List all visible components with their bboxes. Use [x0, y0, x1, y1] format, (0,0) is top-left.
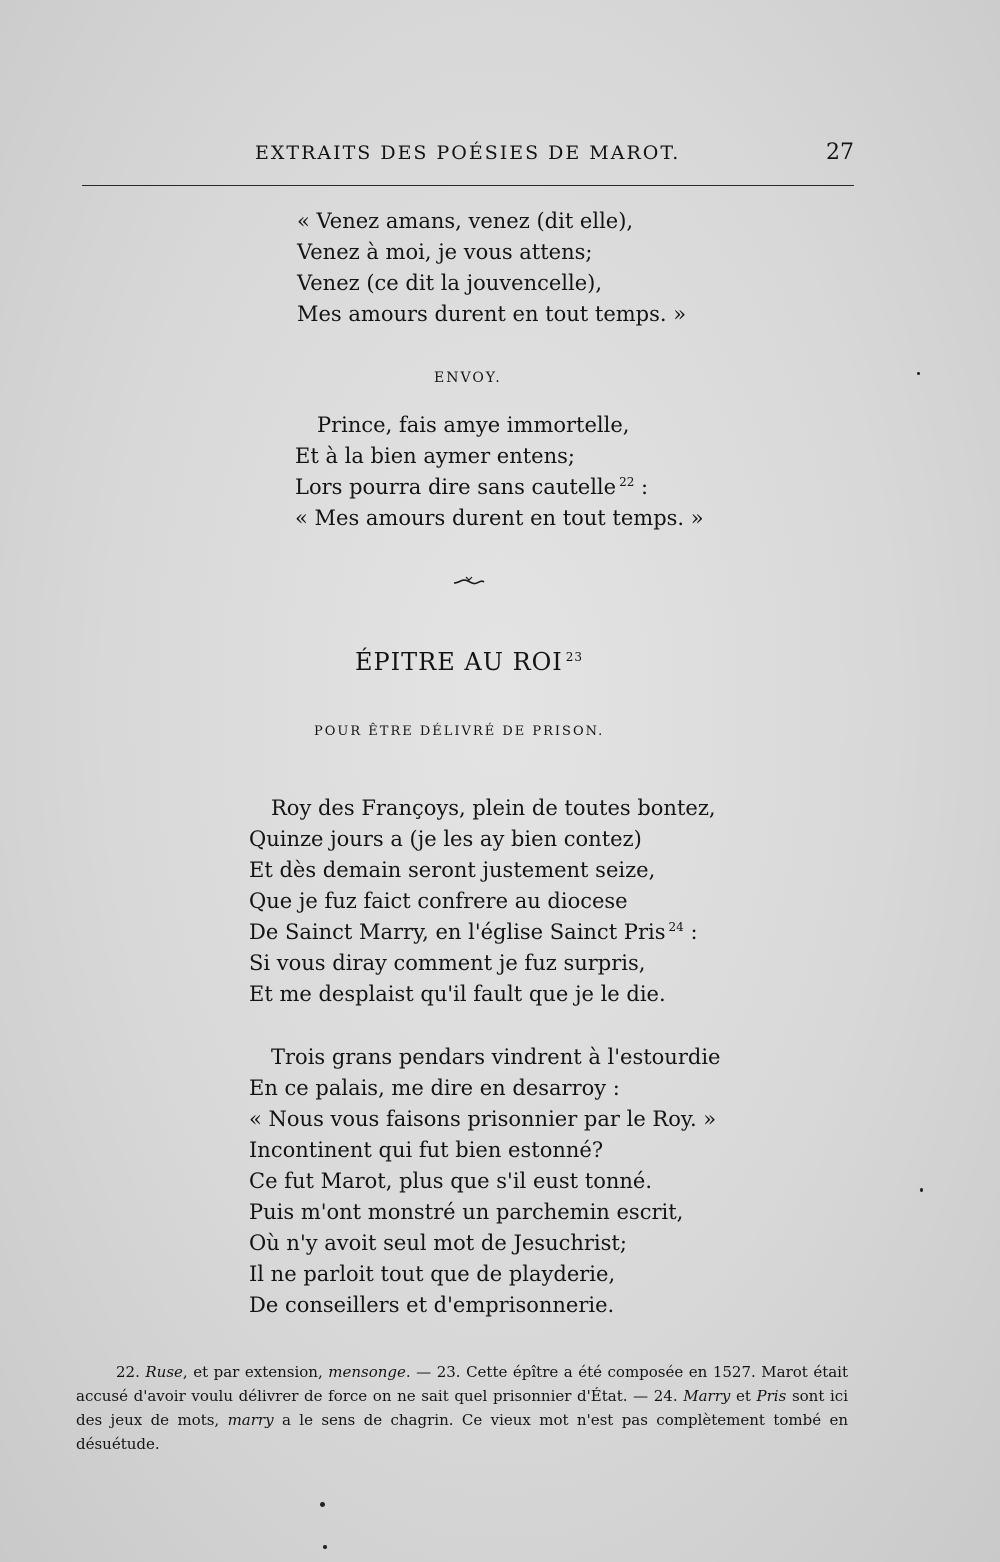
note-ref-23: 23	[565, 650, 584, 664]
verse-line: Roy des Françoys, plein de toutes bontez,	[271, 796, 716, 820]
verse-line: Et dès demain seront justement seize,	[249, 858, 656, 882]
footnotes	[76, 1360, 848, 1456]
verse-line: Que je fuz faict confrere au diocese	[249, 889, 628, 913]
footnote-24-term3: marry	[227, 1411, 274, 1429]
footnote-24-number: 24.	[653, 1387, 678, 1405]
envoy-stanza	[295, 410, 704, 534]
verse-line: De conseillers et d'emprisonnerie.	[249, 1293, 615, 1317]
footnote-24-and: et	[730, 1387, 757, 1405]
verse-line: Puis m'ont monstré un parchemin escrit,	[249, 1200, 684, 1224]
note-ref-24: 24	[668, 920, 684, 934]
verse-line: « Venez amans, venez (dit elle),	[297, 209, 634, 233]
verse-line: Et me desplaist qu'il fault que je le die.	[249, 982, 666, 1006]
footnote-24-term: Marry	[683, 1387, 731, 1405]
verse-punct: :	[683, 920, 698, 944]
verse-line: Il ne parloit tout que de playderie,	[249, 1262, 616, 1286]
footnote-24-text2: a le sens de chagrin. Ce vieux mot n'est pas complètement tombé en désuétude.	[76, 1411, 848, 1453]
epitre-stanza-b	[249, 1042, 720, 1321]
running-title: EXTRAITS DES POÉSIES DE MAROT.	[255, 142, 681, 164]
verse-line: Incontinent qui fut bien estonné?	[249, 1138, 604, 1162]
verse-line: « Mes amours durent en tout temps. »	[295, 506, 704, 530]
envoy-heading: ENVOY.	[434, 370, 502, 386]
verse-line: Mes amours durent en tout temps. »	[297, 302, 687, 326]
verse-line: « Nous vous faisons prisonnier par le Roy. »	[249, 1107, 717, 1131]
verse-line: Où n'y avoit seul mot de Jesuchrist;	[249, 1231, 627, 1255]
fleuron-icon	[452, 574, 486, 588]
footnote-24-text: sont ici des jeux de mots,	[76, 1387, 848, 1429]
poem-title	[355, 648, 583, 676]
print-speck	[320, 1502, 325, 1507]
verse-line: Si vous diray comment je fuz surpris,	[249, 951, 646, 975]
verse-text: De Sainct Marry, en l'église Sainct Pris	[249, 920, 666, 944]
epitre-stanza-a	[249, 793, 716, 1010]
verse-line: Ce fut Marot, plus que s'il eust tonné.	[249, 1169, 653, 1193]
footnote-block	[76, 1360, 848, 1456]
page-number: 27	[826, 140, 854, 165]
header-rule	[82, 185, 854, 186]
footnote-23-number: 23.	[436, 1363, 461, 1381]
verse-line: En ce palais, me dire en desarroy :	[249, 1076, 620, 1100]
footnote-22-term2: mensonge	[328, 1363, 406, 1381]
verse-line-with-note	[249, 917, 716, 948]
verse-line: Trois grans pendars vindrent à l'estourdie	[271, 1045, 721, 1069]
footnote-22-term: Ruse	[145, 1363, 183, 1381]
poem-title-text: ÉPITRE AU ROI	[355, 648, 563, 676]
verse-line: Et à la bien aymer entens;	[295, 444, 575, 468]
print-speck	[323, 1545, 327, 1549]
footnote-22-end: . —	[405, 1363, 437, 1381]
poem-subtitle: POUR ÊTRE DÉLIVRÉ DE PRISON.	[314, 724, 605, 739]
footnote-22-text: , et par extension,	[182, 1363, 329, 1381]
print-speck	[917, 372, 920, 375]
footnote-23-text: Cette épître a été composée en 1527. Marot était accusé d'avoir voulu délivrer de force on ne sait quel prisonnier d'État. —	[76, 1363, 849, 1405]
verse-line-with-note	[295, 472, 704, 503]
footnote-24-term2: Pris	[756, 1387, 787, 1405]
verse-punct: :	[634, 475, 649, 499]
verse-line: Venez (ce dit la jouvencelle),	[297, 271, 603, 295]
print-speck	[920, 1188, 923, 1192]
verse-line: Quinze jours a (je les ay bien contez)	[249, 827, 642, 851]
verse-line: Prince, fais amye immortelle,	[317, 413, 630, 437]
verse-text: Lors pourra dire sans cautelle	[295, 475, 617, 499]
footnote-22-number: 22.	[116, 1363, 140, 1381]
note-ref-22: 22	[619, 475, 635, 489]
stanza-1	[297, 206, 686, 330]
verse-line: Venez à moi, je vous attens;	[297, 240, 593, 264]
